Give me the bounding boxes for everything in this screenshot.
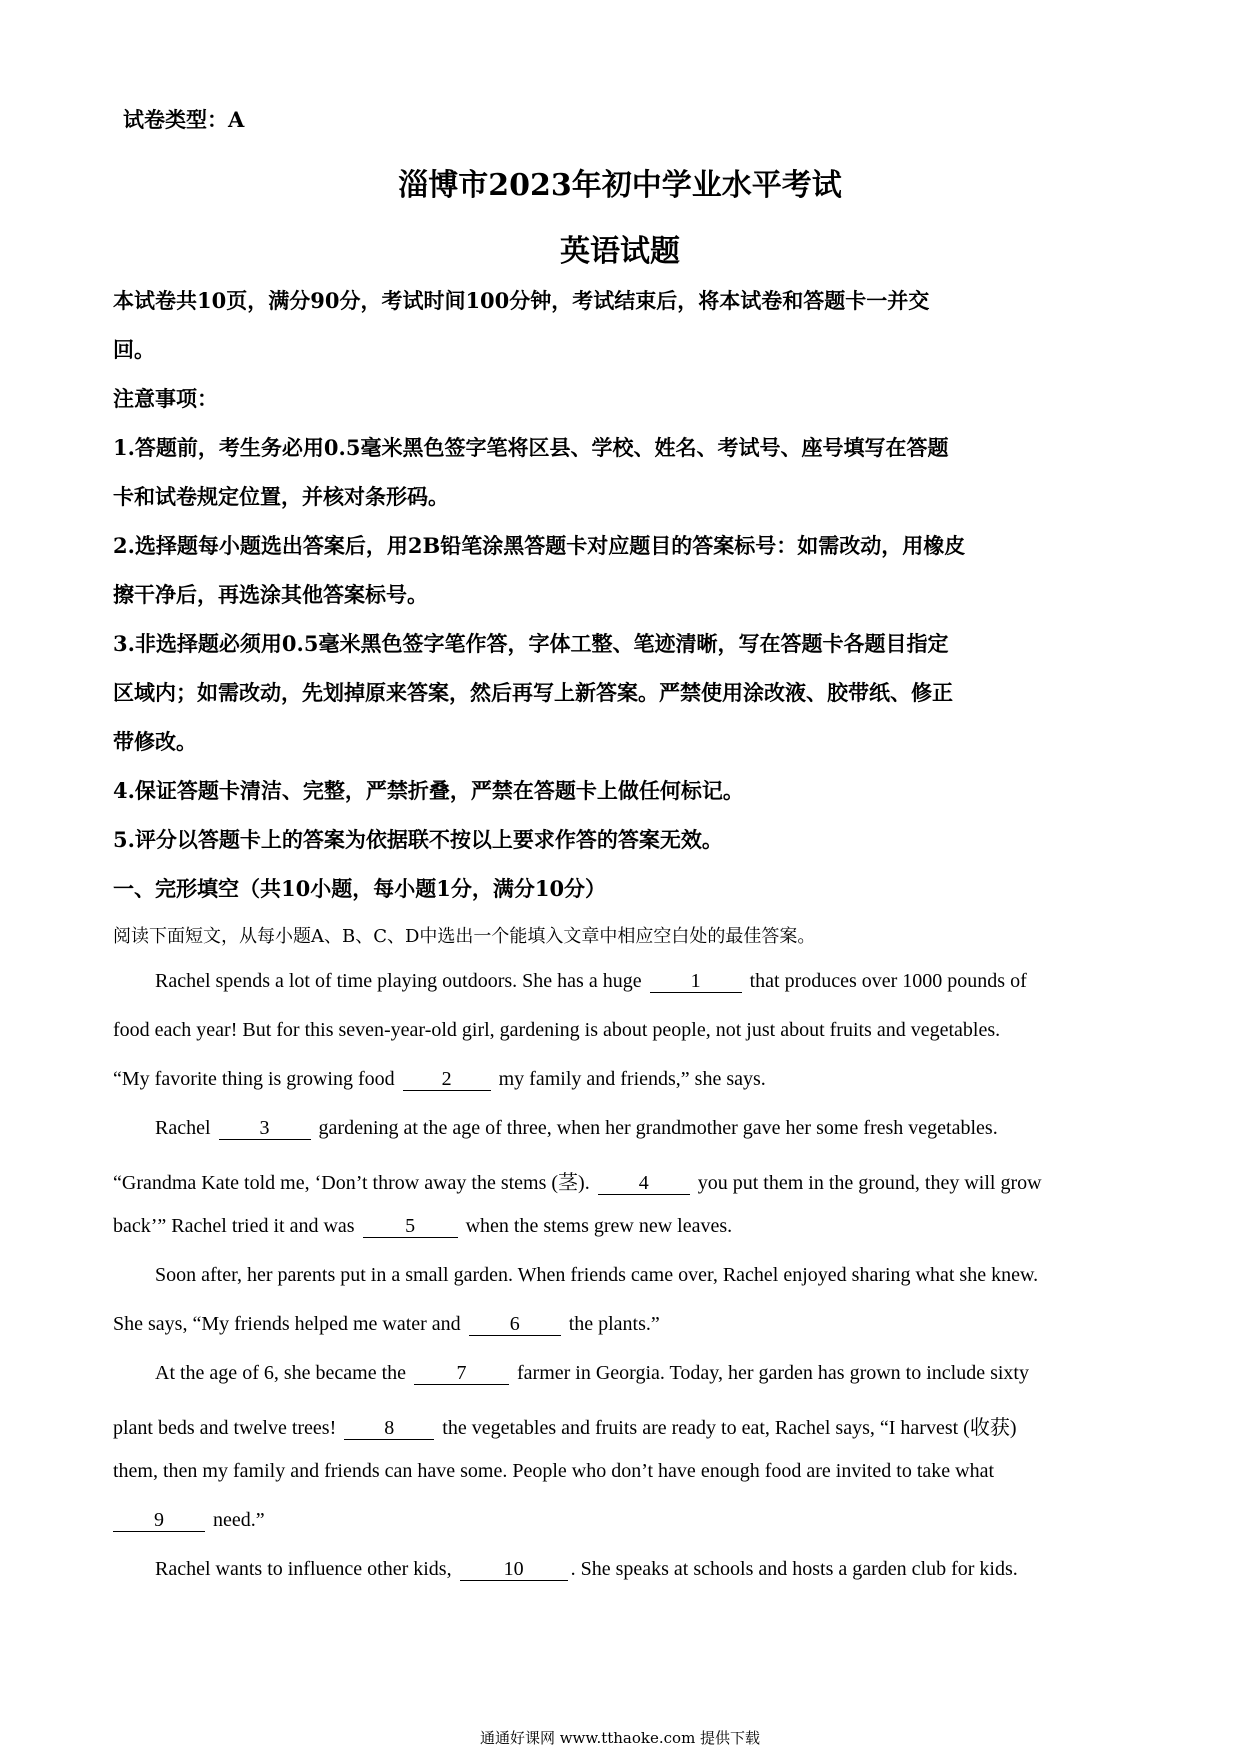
blank-6: 6 bbox=[469, 1314, 561, 1336]
passage-line: Soon after, her parents put in a small garden. When friends came over, Rachel enjoyed sharing what she knew. bbox=[155, 1264, 1039, 1286]
note-1-line-2: 卡和试卷规定位置，并核对条形码。 bbox=[113, 484, 449, 509]
note-2-line-1: 2.选择题每小题选出答案后，用2B铅笔涂黑答题卡对应题目的答案标号：如需改动，用橡皮 bbox=[113, 533, 966, 558]
blank-3: 3 bbox=[219, 1118, 311, 1140]
section-direction: 阅读下面短文，从每小题A、B、C、D中选出一个能填入文章中相应空白处的最佳答案。 bbox=[113, 926, 816, 947]
note-1-line-1: 1.答题前，考生务必用0.5毫米黑色签字笔将区县、学校、姓名、考试号、座号填写在答题 bbox=[113, 435, 949, 460]
exam-subtitle: 英语试题 bbox=[560, 234, 680, 269]
passage-line: Rachel spends a lot of time playing outdoors. She has a huge 1 that produces over 1000 pounds of bbox=[155, 970, 1027, 992]
passage-line: “Grandma Kate told me, ‘Don’t throw away the stems (茎). 4 you put them in the ground, they will grow bbox=[113, 1172, 1042, 1194]
blank-1: 1 bbox=[650, 971, 742, 993]
passage-line: plant beds and twelve trees! 8 the vegetables and fruits are ready to eat, Rachel says, “I harvest (收获) bbox=[113, 1417, 1017, 1439]
passage-line: them, then my family and friends can have some. People who don’t have enough food are invited to take what bbox=[113, 1460, 995, 1482]
note-3-line-2: 区域内；如需改动，先划掉原来答案，然后再写上新答案。严禁使用涂改液、胶带纸、修正 bbox=[113, 680, 953, 705]
note-5: 5.评分以答题卡上的答案为依据联不按以上要求作答的答案无效。 bbox=[113, 827, 723, 852]
passage-line: Rachel wants to influence other kids, 10 . She speaks at schools and hosts a garden club for kids. bbox=[155, 1558, 1018, 1580]
notes-heading: 注意事项： bbox=[113, 386, 218, 411]
blank-10: 10 bbox=[460, 1559, 568, 1581]
paper-type: 试卷类型：A bbox=[123, 107, 245, 132]
note-4: 4.保证答题卡清洁、完整，严禁折叠，严禁在答题卡上做任何标记。 bbox=[113, 778, 744, 803]
intro-line-1: 本试卷共10页，满分90分，考试时间100分钟，考试结束后，将本试卷和答题卡一并交 bbox=[113, 288, 930, 313]
note-3-line-1: 3.非选择题必须用0.5毫米黑色签字笔作答，字体工整、笔迹清晰，写在答题卡各题目指定 bbox=[113, 631, 949, 656]
passage-line: Rachel 3 gardening at the age of three, when her grandmother gave her some fresh vegetables. bbox=[155, 1117, 998, 1139]
passage-line: back’” Rachel tried it and was 5 when the stems grew new leaves. bbox=[113, 1215, 733, 1237]
note-3-line-3: 带修改。 bbox=[113, 729, 197, 754]
blank-5: 5 bbox=[363, 1216, 458, 1238]
note-2-line-2: 擦干净后，再选涂其他答案标号。 bbox=[113, 582, 428, 607]
passage-line: 9 need.” bbox=[113, 1509, 265, 1532]
blank-9: 9 bbox=[113, 1510, 205, 1532]
page-footer: 通通好课网 www.tthaoke.com 提供下载 bbox=[479, 1729, 761, 1747]
intro-line-2: 回。 bbox=[113, 337, 155, 362]
passage-line: She says, “My friends helped me water and 6 the plants.” bbox=[113, 1313, 660, 1335]
blank-4: 4 bbox=[598, 1173, 690, 1195]
section-heading: 一、完形填空（共10小题，每小题1分，满分10分） bbox=[113, 876, 607, 901]
blank-8: 8 bbox=[344, 1418, 434, 1440]
exam-title: 淄博市2023年初中学业水平考试 bbox=[398, 168, 842, 203]
passage-line: food each year! But for this seven-year-old girl, gardening is about people, not just about fruits and vegetables. bbox=[113, 1019, 1001, 1041]
passage-line: “My favorite thing is growing food 2 my family and friends,” she says. bbox=[113, 1068, 766, 1090]
blank-7: 7 bbox=[414, 1363, 509, 1385]
passage-line: At the age of 6, she became the 7 farmer in Georgia. Today, her garden has grown to include sixty bbox=[155, 1362, 1029, 1384]
blank-2: 2 bbox=[403, 1069, 491, 1091]
